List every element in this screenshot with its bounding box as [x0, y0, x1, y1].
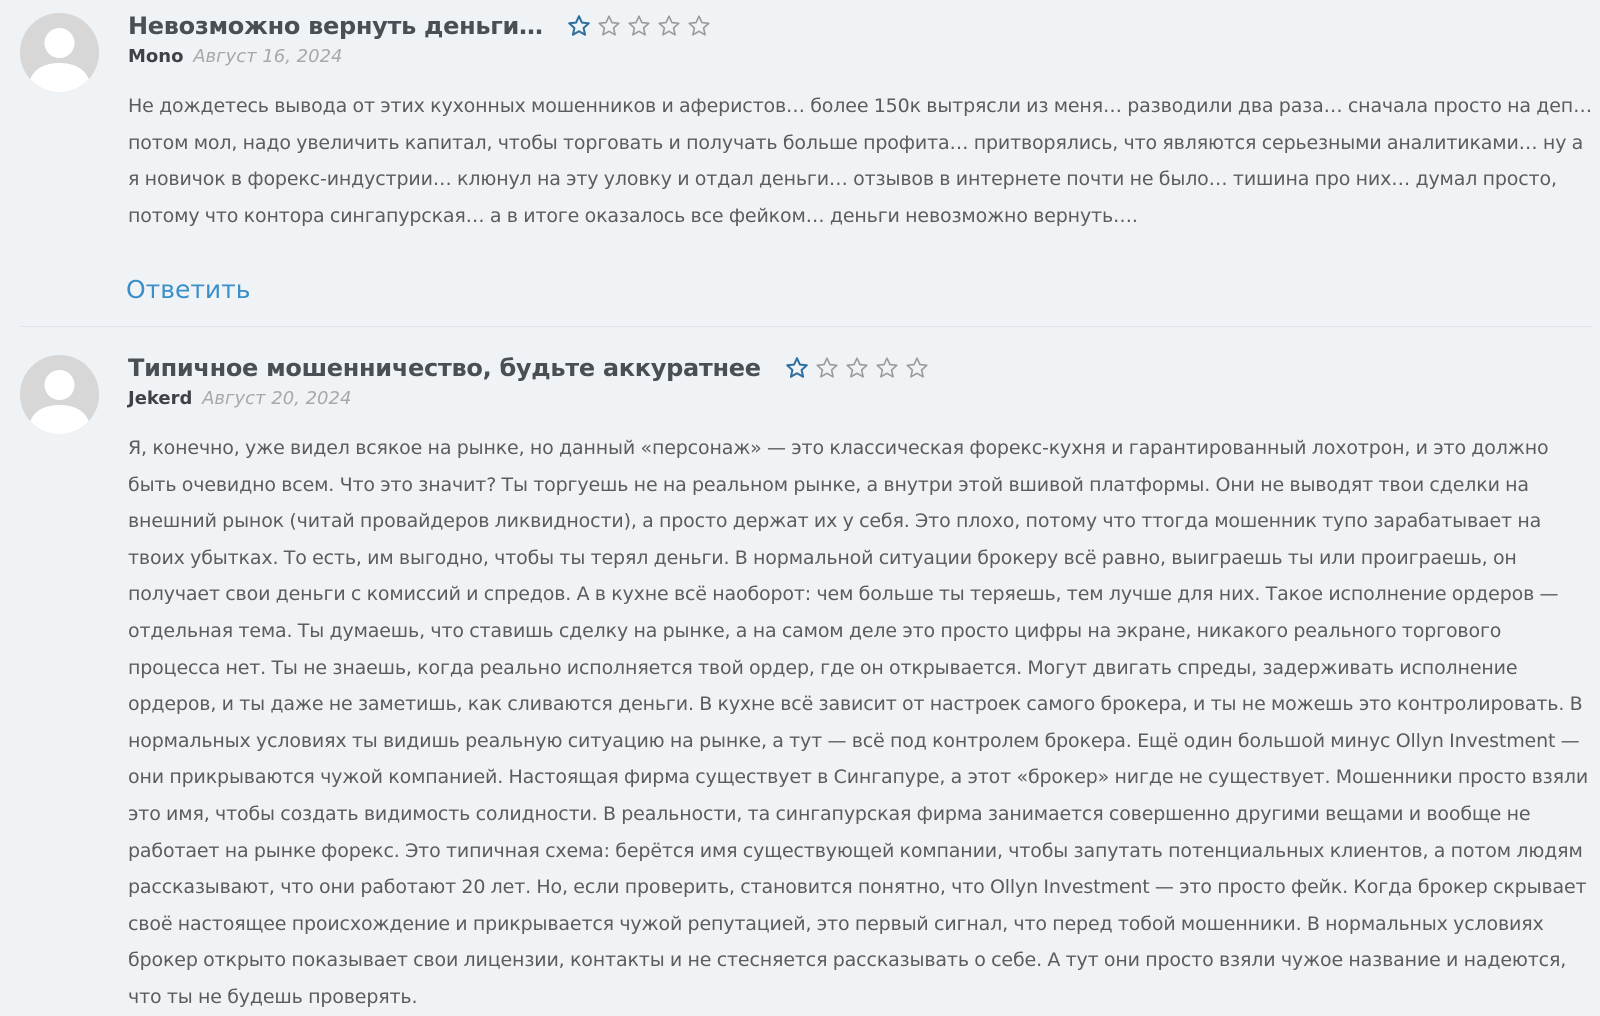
- star-outline-icon: [627, 14, 651, 38]
- review-meta: [128, 44, 1592, 70]
- review-body: Я, конечно, уже видел всякое на рынке, но данный «персонаж» — это классическая форекс-кухня и гарантированный лохотрон, и это должно быть очевидно всем. Что это значит? Ты торгуешь не на реальном рынке, а внутри этой вшивой платформы. Они не выводят твои сделки на внешний рынок (читай провайдеров ликвидности), а просто держат их у себя. Это плохо, потому что ттогда мошенник тупо зарабатывает на твоих убытках. То есть, им выгодно, чтобы ты терял деньги. В нормальной ситуации брокеру всё равно, выиграешь ты или проиграешь, он получает свои деньги с комиссий и спредов. А в кухне всё наоборот: чем больше ты теряешь, тем лучше для них. Такое исполнение ордеров — отдельная тема. Ты думаешь, что ставишь сделку на рынке, а на самом деле это просто цифры на экране, никакого реального торгового процесса нет. Ты не знаешь, когда реально исполняется твой ордер, где он открывается. Могут двигать спреды, задерживать исполнение ордеров, и ты даже не заметишь, как сливаются деньги. В кухне всё зависит от настроек самого брокера, и ты не можешь это контролировать. В нормальных условиях ты видишь реальную ситуацию на рынке, а тут — всё под контролем брокера. Ещё один большой минус Ollyn Investment — они прикрываются чужой компанией. Настоящая фирма существует в Сингапуре, а этот «брокер» нигде не существует. Мошенники просто взяли это имя, чтобы создать видимость солидности. В реальности, та сингапурская фирма занимается совершенно другими вещами и вообще не работает на рынке форекс. Это типичная схема: берётся имя существующей компании, чтобы запутать потенциальных клиентов, а потом людям рассказывают, что они работают 20 лет. Но, если проверить, становится понятно, что Ollyn Investment — это просто фейк. Когда брокер скрывает своё настоящее происхождение и прикрывается чужой репутацией, это первый сигнал, что перед тобой мошенники. В нормальных условиях брокер открыто показывает свои лицензии, контакты и не стесняется рассказывать о себе. А тут они просто взяли чужое название и надеются, что ты не будешь проверять.: [128, 437, 1589, 1008]
- reply-link[interactable]: Ответить: [126, 275, 251, 304]
- review-date: Август 16, 2024: [193, 46, 343, 67]
- review-title: Невозможно вернуть деньги…: [128, 12, 543, 40]
- star-outline-icon: [845, 356, 869, 380]
- star-outline-icon: [905, 356, 929, 380]
- star-outline-icon: [815, 356, 839, 380]
- review-body: Не дождетесь вывода от этих кухонных мошенников и аферистов… более 150к вытрясли из меня… разводили два раза… сначала просто на деп… потом мол, надо увеличить капитал, чтобы торговать и получать больше профита… притворялись, что являются серьезными аналитиками… ну а я новичок в форекс-индустрии… клюнул на эту уловку и отдал деньги… отзывов в интернете почти не было… тишина про них… думал просто, потому что контора сингапурская… а в итоге оказалось все фейком… деньги невозможно вернуть….: [128, 95, 1592, 227]
- review-author: Mono: [128, 46, 184, 67]
- star-filled-icon: [785, 356, 809, 380]
- review-author: Jekerd: [128, 388, 193, 409]
- review-item: [20, 0, 1592, 327]
- star-outline-icon: [657, 14, 681, 38]
- star-outline-icon: [875, 356, 899, 380]
- user-avatar-icon: [20, 355, 99, 434]
- review-meta: [128, 386, 1592, 412]
- star-outline-icon: [597, 14, 621, 38]
- star-outline-icon: [687, 14, 711, 38]
- review-date: Август 20, 2024: [202, 388, 352, 409]
- star-filled-icon: [567, 14, 591, 38]
- user-avatar-icon: [20, 13, 99, 92]
- star-rating: [567, 14, 711, 38]
- star-rating: [785, 356, 929, 380]
- review-title: Типичное мошенничество, будьте аккуратнее: [128, 354, 761, 382]
